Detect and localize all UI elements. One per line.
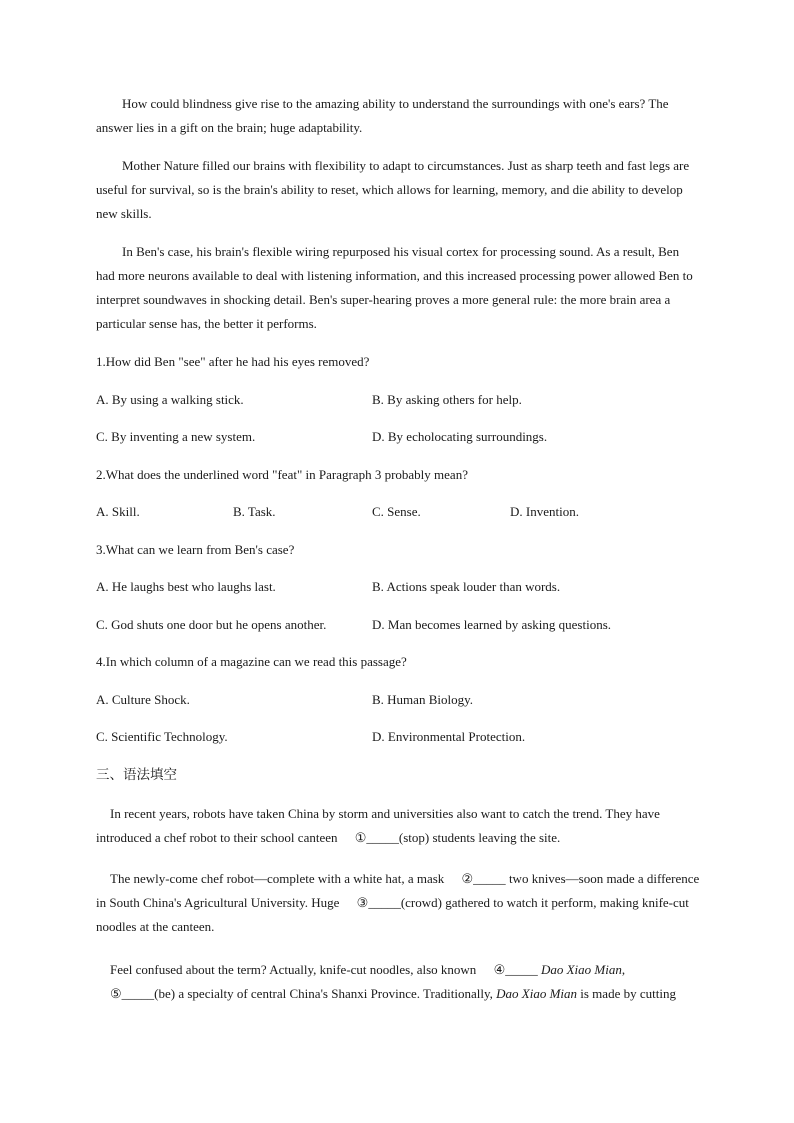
- blank-1[interactable]: ①_____(stop) students leaving the site.: [354, 830, 561, 845]
- question-3-option-c[interactable]: C. God shuts one door but he opens another.: [96, 617, 327, 632]
- question-1-option-b[interactable]: B. By asking others for help.: [372, 392, 522, 407]
- passage-paragraph-3: In Ben's case, his brain's flexible wiring repurposed his visual cortex for processing sound. As a result, Ben had more neurons available to deal with listening information, and this increased processing power allowed Ben to interpret soundwaves in shocking detail. Ben's super-hearing proves a more general rule: the more brain area a particular sense has, the better it performs.: [96, 244, 693, 331]
- blank-3[interactable]: ③_____(crowd): [356, 895, 442, 910]
- blank-2[interactable]: ②_____: [461, 871, 506, 886]
- question-4-stem: 4.In which column of a magazine can we read this passage?: [96, 654, 407, 669]
- grammar-text: two knives—soon made a difference in South China's Agricultural University. Huge: [96, 871, 700, 910]
- question-2-option-b[interactable]: B. Task.: [233, 504, 276, 519]
- grammar-text: Feel confused about the term? Actually, knife-cut noodles, also known: [110, 962, 480, 977]
- grammar-paragraph-1: [96, 802, 700, 850]
- question-2-option-a[interactable]: A. Skill.: [96, 504, 140, 519]
- grammar-text: gathered to watch it perform, making knife-cut noodles at the canteen.: [96, 895, 689, 934]
- question-4-option-b[interactable]: B. Human Biology.: [372, 692, 473, 707]
- passage-paragraph-1: How could blindness give rise to the amazing ability to understand the surroundings with one's ears? The answer lies in a gift on the brain; huge adaptability.: [96, 96, 669, 135]
- question-3-stem: 3.What can we learn from Ben's case?: [96, 542, 295, 557]
- blank-5[interactable]: ⑤_____(be): [110, 986, 176, 1001]
- question-1-option-d[interactable]: D. By echolocating surroundings.: [372, 429, 548, 444]
- grammar-text: ,: [621, 962, 626, 977]
- question-3-option-d[interactable]: D. Man becomes learned by asking questions.: [372, 617, 612, 632]
- grammar-text: In recent years, robots have taken China by storm and universities also want to catch the trend. They have introduced a chef robot to their school canteen: [96, 806, 660, 845]
- grammar-text: The newly-come chef robot—complete with a white hat, a mask: [110, 871, 448, 886]
- question-4-option-d[interactable]: D. Environmental Protection.: [372, 729, 526, 744]
- question-1-option-c[interactable]: C. By inventing a new system.: [96, 429, 256, 444]
- question-3-option-a[interactable]: A. He laughs best who laughs last.: [96, 579, 276, 594]
- question-1-option-a[interactable]: A. By using a walking stick.: [96, 392, 244, 407]
- question-4-option-c[interactable]: C. Scientific Technology.: [96, 729, 228, 744]
- question-2-option-d[interactable]: D. Invention.: [510, 504, 579, 519]
- question-4-option-a[interactable]: A. Culture Shock.: [96, 692, 190, 707]
- italic-term: Dao Xiao Mian: [540, 962, 622, 977]
- question-1-stem: 1.How did Ben "see" after he had his eyes removed?: [96, 354, 370, 369]
- question-2-option-c[interactable]: C. Sense.: [372, 504, 421, 519]
- question-2-stem: 2.What does the underlined word "feat" in Paragraph 3 probably mean?: [96, 467, 468, 482]
- grammar-paragraph-3: [96, 958, 700, 1006]
- italic-term: Dao Xiao Mian: [496, 986, 578, 1001]
- grammar-text: a specialty of central China's Shanxi Province. Traditionally,: [175, 986, 497, 1001]
- section-heading: 三、语法填空: [96, 767, 177, 783]
- grammar-paragraph-2: [96, 867, 700, 939]
- blank-4[interactable]: ④_____: [493, 962, 538, 977]
- passage-paragraph-2: Mother Nature filled our brains with flexibility to adapt to circumstances. Just as sharp teeth and fast legs are useful for survival, so is the brain's ability to reset, which allows for learning, memory, and die ability to develop new skills.: [96, 158, 690, 221]
- question-3-option-b[interactable]: B. Actions speak louder than words.: [372, 579, 561, 594]
- grammar-text: is made by cutting: [577, 986, 676, 1001]
